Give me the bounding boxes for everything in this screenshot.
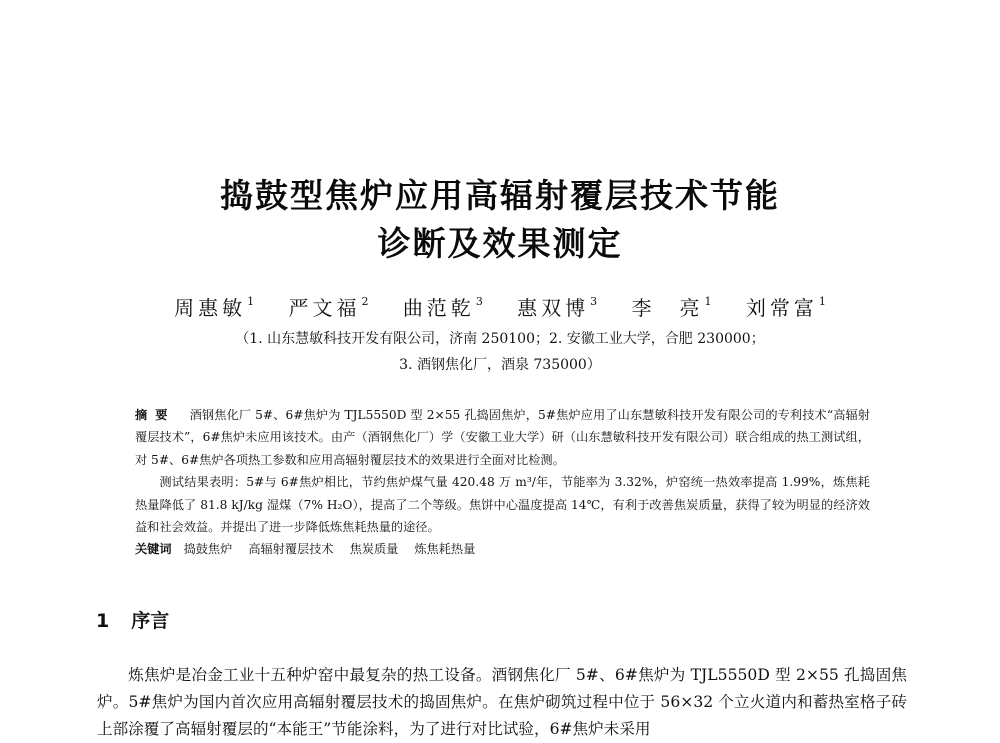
keyword: 炼焦耗热量 — [414, 542, 476, 557]
affiliation-mark: 3 — [590, 295, 598, 309]
keyword: 捣鼓焦炉 — [183, 542, 233, 557]
author: 刘常富$^1$ — [745, 295, 826, 320]
section-number: 1 — [96, 610, 110, 632]
abstract — [135, 404, 870, 561]
abstract-paragraph-2: 测试结果表明：5#与 6#焦炉相比，节约焦炉煤气量 420.48 万 m³/年，节能率为 3.32%，炉窑统一热效率提高 1.99%，炼焦耗热量降低了 81.8 kJ/kg 湿煤（7% H₂O），提高了二个等级。焦饼中心温度提高 14℃，有利于改善焦炭质量，获得了较为明显的经济效益和社会效益。并提出了进一步降低炼焦耗热量的途径。 — [135, 475, 870, 535]
author: 严文福$^2$ — [288, 295, 369, 320]
keyword: 高辐射覆层技术 — [248, 542, 334, 557]
affiliations-line-2: 3. 酒钢焦化厂，酒泉 735000） — [399, 357, 601, 373]
author-list — [0, 292, 1000, 321]
section-heading — [96, 606, 169, 633]
keywords — [135, 538, 870, 560]
author: 惠双博$^3$ — [517, 295, 598, 320]
section-title: 序言 — [131, 610, 170, 632]
affiliation-mark: 1 — [818, 295, 826, 309]
keywords-label: 关键词 — [135, 542, 172, 557]
author: 周惠敏$^1$ — [174, 295, 255, 320]
author: 曲范乾$^3$ — [402, 295, 483, 320]
paper-title-line-1: 捣鼓型焦炉应用高辐射覆层技术节能 — [220, 176, 780, 215]
author: 李 亮$^1$ — [631, 295, 712, 320]
affiliation-mark: 1 — [704, 295, 712, 309]
paper-title-line-2: 诊断及效果测定 — [377, 224, 623, 263]
abstract-label: 摘要 — [135, 408, 176, 422]
affiliation-mark: 3 — [475, 295, 483, 309]
body-paragraph: 炼焦炉是冶金工业十五种炉窑中最复杂的热工设备。酒钢焦化厂 5#、6#焦炉为 TJL5550D 型 2×55 孔捣固焦炉。5#焦炉为国内首次应用高辐射覆层技术的捣固焦炉。在焦炉砌筑过程中位于 56×32 个立火道内和蓄热室格子砖上部涂覆了高辐射覆层的“本能王”节能涂料，为了进行对比试验，6#焦炉未采用 — [97, 666, 907, 738]
keyword: 焦炭质量 — [349, 542, 399, 557]
affiliation-mark: 1 — [247, 295, 255, 309]
affiliation-mark: 2 — [361, 295, 369, 309]
affiliations-line-1: （1. 山东慧敏科技开发有限公司，济南 250100；2. 安徽工业大学，合肥 230000； — [235, 331, 765, 347]
abstract-paragraph-1: 摘要 酒钢焦化厂 5#、6#焦炉为 TJL5550D 型 2×55 孔捣固焦炉，5#焦炉应用了山东慧敏科技开发有限公司的专利技术“高辐射覆层技术”，6#焦炉未应用该技术。由产（酒钢焦化厂）学（安徽工业大学）研（山东慧敏科技开发有限公司）联合组成的热工测试组，对 5#、6#焦炉各项热工参数和应用高辐射覆层技术的效果进行全面对比检测。 — [135, 408, 871, 467]
